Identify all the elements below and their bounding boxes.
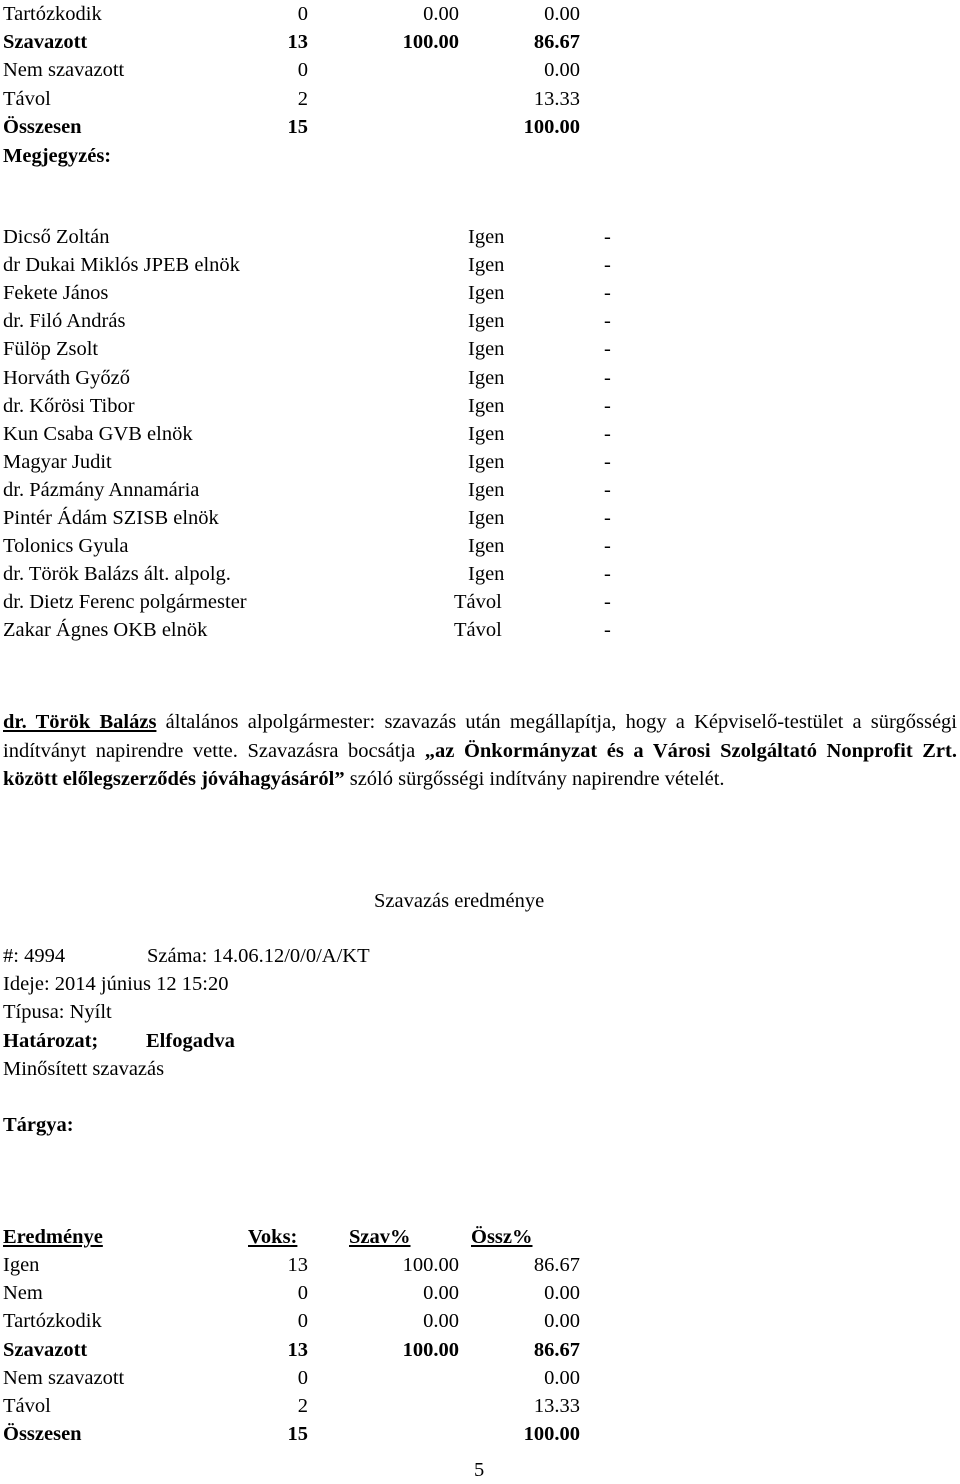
summary-row xyxy=(0,1392,600,1420)
summary-row xyxy=(0,0,600,28)
member-vote: Igen xyxy=(468,226,505,248)
vote-mark: - xyxy=(604,282,611,305)
row-total-percent: 0.00 xyxy=(544,1366,580,1389)
vote-mark: - xyxy=(604,338,611,361)
member-name: dr. Filó András xyxy=(3,310,126,333)
vote-mark: - xyxy=(604,310,611,333)
row-total-percent: 86.67 xyxy=(533,1254,580,1276)
member-name: Dicső Zoltán xyxy=(3,226,110,248)
row-label: Szavazott xyxy=(3,31,88,54)
agenda-title: „az Önkormányzat és a Városi Szolgáltató Nonprofit Zrt. között előlegszerződés jóváhagyásáról” xyxy=(3,739,957,790)
row-total-percent: 100.00 xyxy=(523,115,580,138)
row-total-percent: 0.00 xyxy=(544,3,580,25)
row-vote-percent: 100.00 xyxy=(402,1338,459,1361)
header-result: Eredménye xyxy=(3,1226,103,1248)
vote-reference: Száma: 14.06.12/0/0/A/KT xyxy=(147,945,370,967)
member-vote: Távol xyxy=(454,591,502,614)
vote-row xyxy=(0,476,640,504)
row-total-percent: 0.00 xyxy=(544,59,580,82)
vote-row xyxy=(0,560,640,588)
vote-type: Típusa: Nyílt xyxy=(3,1001,112,1023)
vote-mark: - xyxy=(604,591,611,614)
row-votes: 15 xyxy=(287,115,308,138)
member-name: dr. Török Balázs ált. alpolg. xyxy=(3,563,231,586)
vote-row xyxy=(0,504,640,532)
row-label: Szavazott xyxy=(3,1338,88,1361)
row-votes: 0 xyxy=(297,1310,308,1333)
vote-number: #: 4994 xyxy=(3,945,66,967)
row-vote-percent: 100.00 xyxy=(402,31,459,54)
vote-row xyxy=(0,279,640,307)
row-vote-percent: 0.00 xyxy=(423,1310,459,1333)
row-vote-percent: 100.00 xyxy=(402,1254,459,1276)
summary-row xyxy=(0,1336,600,1364)
member-vote: Igen xyxy=(468,366,505,389)
result-table-header xyxy=(0,1223,600,1251)
vote-row xyxy=(0,307,640,335)
summary-row xyxy=(0,85,600,113)
row-votes: 13 xyxy=(287,31,308,54)
member-vote: Igen xyxy=(468,422,505,445)
row-label: Távol xyxy=(3,87,51,110)
row-label: Nem szavazott xyxy=(3,1366,125,1389)
resolution-status: Elfogadva xyxy=(146,1030,235,1052)
row-total-percent: 13.33 xyxy=(533,1395,580,1417)
member-name: Horváth Győző xyxy=(3,366,130,389)
vote-mark: - xyxy=(604,563,611,586)
member-name: Pintér Ádám SZISB elnök xyxy=(3,507,219,529)
paragraph-text-2: szóló sürgősségi indítvány napirendre vételét. xyxy=(344,768,725,790)
vote-row xyxy=(0,420,640,448)
row-total-percent: 100.00 xyxy=(523,1423,580,1446)
vote-row xyxy=(0,448,640,476)
paragraph-text-1: általános alpolgármester: szavazás után megállapítja, hogy a Képviselő-testület a sürgősségi indítványt napirendre vette. Szavazásra bocsátja xyxy=(3,711,957,762)
summary-row xyxy=(0,1307,600,1335)
member-vote: Igen xyxy=(468,310,505,333)
vote-mark: - xyxy=(604,394,611,417)
member-name: dr. Pázmány Annamária xyxy=(3,478,200,501)
member-vote: Távol xyxy=(454,619,502,642)
vote-row xyxy=(0,335,640,363)
row-total-percent: 0.00 xyxy=(544,1282,580,1305)
row-total-percent: 0.00 xyxy=(544,1310,580,1333)
row-votes: 13 xyxy=(287,1254,308,1276)
row-label: Nem szavazott xyxy=(3,59,125,82)
summary-row xyxy=(0,1279,600,1307)
speaker-name: dr. Török Balázs xyxy=(3,711,157,733)
vote-row xyxy=(0,251,640,279)
page-number: 5 xyxy=(474,1459,485,1481)
member-name: Zakar Ágnes OKB elnök xyxy=(3,619,208,642)
member-name: dr. Dietz Ferenc polgármester xyxy=(3,591,247,614)
member-vote: Igen xyxy=(468,563,505,586)
resolution-label: Határozat; xyxy=(3,1030,99,1052)
summary-row xyxy=(0,1420,600,1448)
row-label: Tartózkodik xyxy=(3,3,102,25)
row-votes: 2 xyxy=(297,87,308,110)
header-votes: Voks: xyxy=(248,1226,298,1248)
member-name: Fülöp Zsolt xyxy=(3,338,99,361)
row-votes: 0 xyxy=(297,59,308,82)
row-vote-percent: 0.00 xyxy=(423,3,459,25)
summary-row xyxy=(0,1364,600,1392)
member-name: Magyar Judit xyxy=(3,450,112,473)
row-label: Nem xyxy=(3,1282,43,1305)
vote-mark: - xyxy=(604,507,611,529)
member-vote: Igen xyxy=(468,282,505,305)
member-vote: Igen xyxy=(468,450,505,473)
member-name: dr Dukai Miklós JPEB elnök xyxy=(3,254,240,277)
row-label: Összesen xyxy=(3,1423,82,1446)
vote-mark: - xyxy=(604,422,611,445)
vote-row xyxy=(0,364,640,392)
summary-row xyxy=(0,1251,600,1279)
vote-row xyxy=(0,588,640,616)
member-vote: Igen xyxy=(468,535,505,558)
decision-paragraph xyxy=(3,708,957,794)
vote-mark: - xyxy=(604,366,611,389)
row-votes: 13 xyxy=(287,1338,308,1361)
vote-time: Ideje: 2014 június 12 15:20 xyxy=(3,973,229,995)
row-votes: 0 xyxy=(297,1366,308,1389)
row-label: Távol xyxy=(3,1395,51,1417)
member-vote: Igen xyxy=(468,338,505,361)
row-votes: 0 xyxy=(297,3,308,25)
vote-row xyxy=(0,616,640,644)
summary-row xyxy=(0,28,600,56)
row-votes: 0 xyxy=(297,1282,308,1305)
vote-mark: - xyxy=(604,478,611,501)
member-name: Kun Csaba GVB elnök xyxy=(3,422,193,445)
member-vote: Igen xyxy=(468,507,505,529)
result-title: Szavazás eredménye xyxy=(374,890,545,912)
note-label: Megjegyzés: xyxy=(3,145,112,167)
row-label: Összesen xyxy=(3,115,82,138)
subject-label: Tárgya: xyxy=(3,1114,74,1136)
row-total-percent: 13.33 xyxy=(533,87,580,110)
member-name: dr. Kőrösi Tibor xyxy=(3,394,135,417)
summary-row xyxy=(0,56,600,84)
vote-row xyxy=(0,392,640,420)
qualified-vote-label: Minősített szavazás xyxy=(3,1058,165,1080)
vote-mark: - xyxy=(604,254,611,277)
member-vote: Igen xyxy=(468,254,505,277)
vote-row xyxy=(0,223,640,251)
vote-mark: - xyxy=(604,535,611,558)
member-name: Tolonics Gyula xyxy=(3,535,129,558)
member-vote: Igen xyxy=(468,478,505,501)
vote-mark: - xyxy=(604,226,611,248)
summary-row xyxy=(0,113,600,141)
vote-row xyxy=(0,532,640,560)
member-name: Fekete János xyxy=(3,282,109,305)
row-votes: 2 xyxy=(297,1395,308,1417)
header-vote-percent: Szav% xyxy=(349,1226,411,1248)
row-votes: 15 xyxy=(287,1423,308,1446)
row-label: Tartózkodik xyxy=(3,1310,102,1333)
row-total-percent: 86.67 xyxy=(533,31,580,54)
member-vote: Igen xyxy=(468,394,505,417)
vote-mark: - xyxy=(604,450,611,473)
row-vote-percent: 0.00 xyxy=(423,1282,459,1305)
row-total-percent: 86.67 xyxy=(533,1338,580,1361)
header-total-percent: Össz% xyxy=(471,1226,533,1248)
row-label: Igen xyxy=(3,1254,40,1276)
vote-mark: - xyxy=(604,619,611,642)
